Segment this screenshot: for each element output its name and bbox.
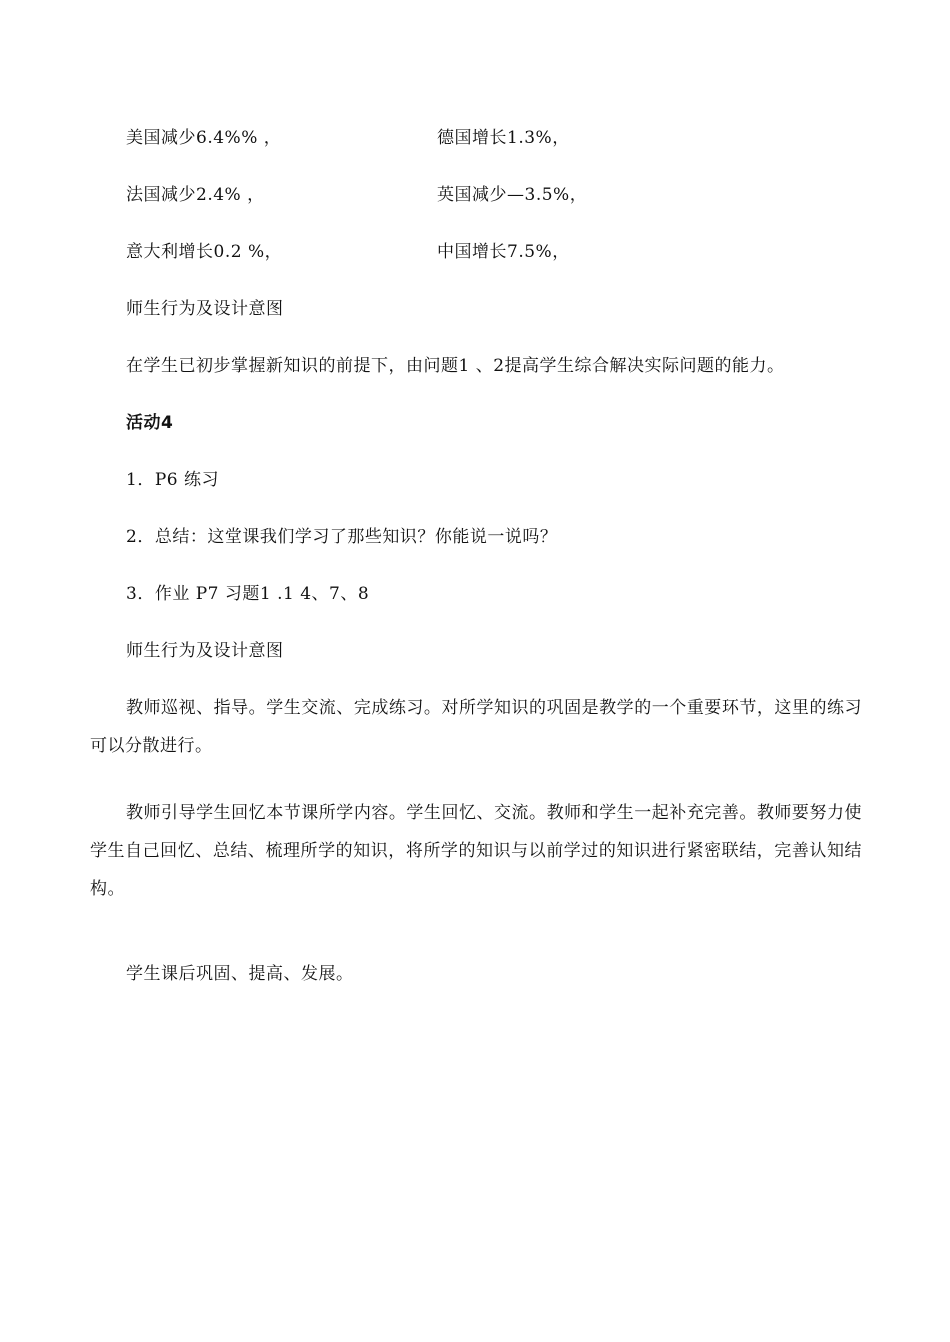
stat-italy: 意大利增长0.2 %， bbox=[126, 242, 283, 262]
design-intent-label: 师生行为及设计意图 bbox=[126, 299, 284, 319]
activity-item: 3．作业 P7 习题1 .1 4、7、8 bbox=[126, 584, 370, 604]
stat-germany: 德国增长1.3%， bbox=[437, 128, 570, 148]
design-intent-label: 师生行为及设计意图 bbox=[126, 641, 284, 661]
paragraph: 学生课后巩固、提高、发展。 bbox=[126, 964, 354, 984]
activity-item: 2．总结：这堂课我们学习了那些知识？你能说一说吗？ bbox=[126, 527, 558, 547]
intent-text: 在学生已初步掌握新知识的前提下，由问题1 、2提高学生综合解决实际问题的能力。 bbox=[126, 356, 785, 376]
activity-item: 1．P6 练习 bbox=[126, 470, 219, 490]
activity-heading: 活动4 bbox=[126, 413, 174, 433]
stat-usa: 美国减少6.4%% ， bbox=[126, 128, 282, 148]
paragraph: 教师巡视、指导。学生交流、完成练习。对所学知识的巩固是教学的一个重要环节，这里的练习可以分散进行。 bbox=[90, 698, 862, 756]
stat-uk: 英国减少—3.5%， bbox=[437, 185, 588, 205]
stat-china: 中国增长7.5%， bbox=[437, 242, 570, 262]
paragraph: 教师引导学生回忆本节课所学内容。学生回忆、交流。教师和学生一起补充完善。教师要努力使学生自己回忆、总结、梳理所学的知识，将所学的知识与以前学过的知识进行紧密联结，完善认知结构。 bbox=[90, 803, 862, 899]
stat-france: 法国减少2.4% ， bbox=[126, 185, 265, 205]
